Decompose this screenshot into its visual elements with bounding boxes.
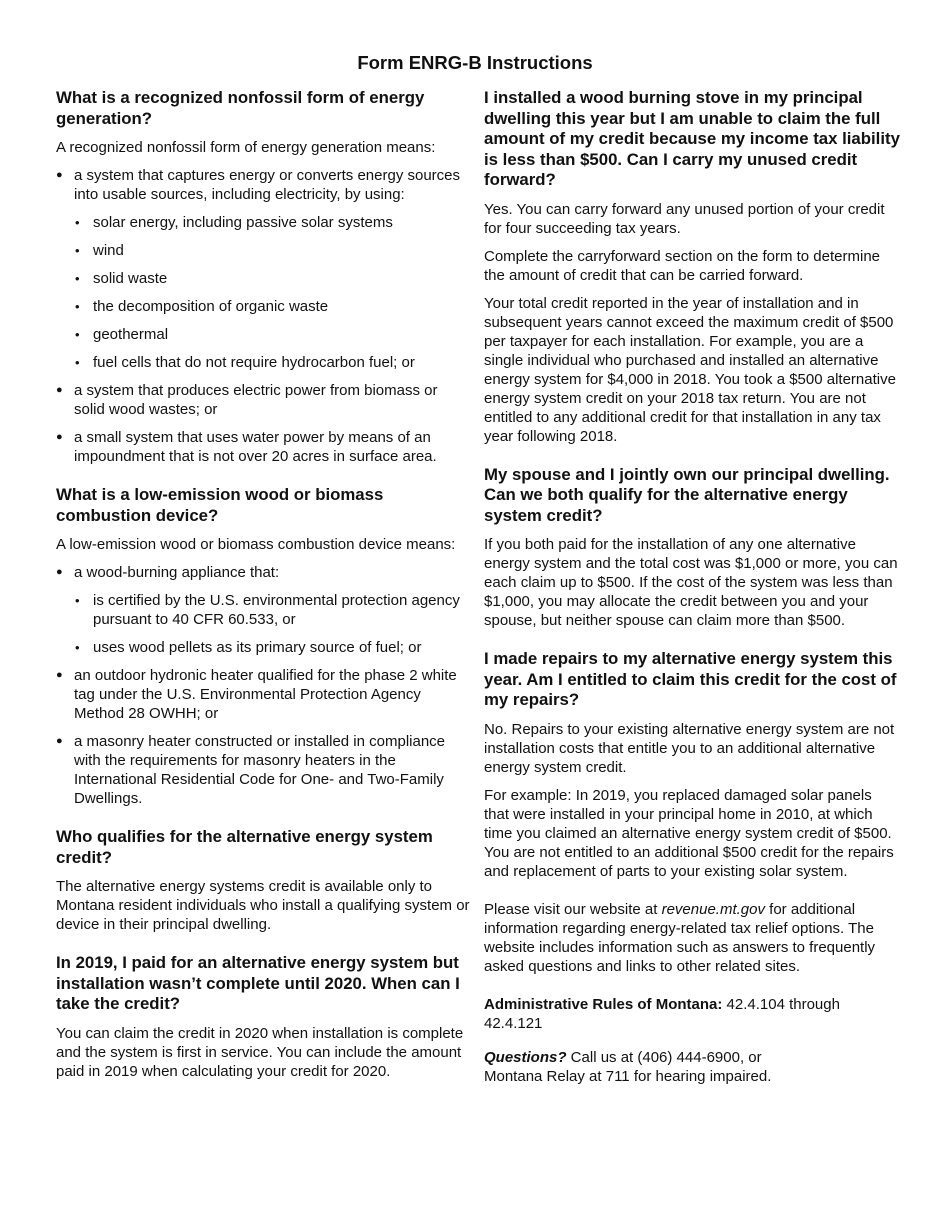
section-low-emission-device <box>56 485 470 808</box>
section-heading: Who qualifies for the alternative energy system credit? <box>56 827 433 867</box>
bullet-list <box>56 166 470 466</box>
section-intro: A low-emission wood or biomass combustion device means: <box>56 536 456 553</box>
section-heading: What is a low-emission wood or biomass combustion device? <box>56 485 384 525</box>
section-paragraph: You can claim the credit in 2020 when installation is complete and the system is first in service. You can include the amount paid in 2019 when calculating your credit for 2020. <box>56 1024 464 1080</box>
section-paragraph: No. Repairs to your existing alternative energy system are not installation costs that entitle you to an additional alternative energy system credit. <box>484 720 895 776</box>
section-paragraph: Yes. You can carry forward any unused portion of your credit for four succeeding tax years. <box>484 200 885 237</box>
admin-rules-label: Administrative Rules of Montana: <box>484 995 723 1013</box>
page-title: Form ENRG-B Instructions <box>357 52 593 73</box>
right-column <box>484 88 900 1095</box>
section-joint-owners <box>484 465 900 631</box>
section-paragraph: Complete the carryforward section on the form to determine the amount of credit that can be carried forward. <box>484 247 881 284</box>
list-item: ● a small system that uses water power by means of an impoundment that is not over 20 acres in surface area. <box>56 428 470 466</box>
sub-list-item: • geothermal <box>74 325 470 344</box>
sub-list-item: • uses wood pellets as its primary source of fuel; or <box>74 638 470 657</box>
questions-label: Questions? <box>484 1048 567 1066</box>
section-paragraph: For example: In 2019, you replaced damaged solar panels that were installed in your principal home in 2010, at which time you claimed an alternative energy system credit of $500. You are not entitled to an additional $500 credit for the repairs and replacement of parts to your existing solar system. <box>484 786 894 880</box>
section-heading: In 2019, I paid for an alternative energy system but installation wasn’t complete until 2020. When can I take the credit? <box>56 953 460 1013</box>
section-heading: What is a recognized nonfossil form of energy generation? <box>56 88 425 128</box>
section-repairs <box>484 649 900 881</box>
section-heading: My spouse and I jointly own our principal dwelling. Can we both qualify for the alternative energy system credit? <box>484 464 890 525</box>
sub-list-item: • solar energy, including passive solar systems <box>74 213 470 232</box>
sub-list-item: • wind <box>74 241 470 260</box>
left-column <box>56 88 470 1100</box>
section-heading: I made repairs to my alternative energy system this year. Am I entitled to claim this credit for the cost of my repairs? <box>484 649 897 709</box>
sub-list <box>74 213 470 372</box>
section-heading: I installed a wood burning stove in my principal dwelling this year but I am unable to claim the full amount of my credit because my income tax liability is less than $500. Can I carry my unused credit forward? <box>484 88 900 189</box>
sub-list-item: • solid waste <box>74 269 470 288</box>
sub-list-item: • the decomposition of organic waste <box>74 297 470 316</box>
website-paragraph: Please visit our website at revenue.mt.gov for additional information regarding energy-related tax relief options. The website includes information such as answers to frequently asked questions and links to other related sites. <box>484 900 876 975</box>
section-installation-timing <box>56 953 470 1081</box>
section-carryforward <box>484 88 900 446</box>
section-nonfossil-energy <box>56 88 470 466</box>
admin-rules: Administrative Rules of Montana: 42.4.104 through 42.4.121 <box>484 995 840 1032</box>
list-item: ● a wood-burning appliance that: • is certified by the U.S. environmental protection agency pursuant to 40 CFR 60.533, or • uses wood pellets as its primary source of fuel; or <box>56 563 470 657</box>
list-item: ● a system that produces electric power from biomass or solid wood wastes; or <box>56 381 470 419</box>
section-paragraph: Your total credit reported in the year of installation and in subsequent years cannot exceed the maximum credit of $500 per taxpayer for each installation. For example, you are a single individual who purchased and installed an alternative energy system for $4,000 in 2018. You took a $500 alternative energy system credit on your 2018 tax return. You are not entitled to any additional credit for that installation in any tax year following 2018. <box>484 294 896 445</box>
bullet-list <box>56 563 470 808</box>
website-link[interactable]: revenue.mt.gov <box>661 900 765 918</box>
sub-list-item: • is certified by the U.S. environmental protection agency pursuant to 40 CFR 60.533, or <box>74 591 470 629</box>
list-item: ● an outdoor hydronic heater qualified for the phase 2 white tag under the U.S. Environmental Protection Agency Method 28 OWHH; or <box>56 666 470 723</box>
list-item: ● a system that captures energy or converts energy sources into usable sources, including electricity, by using: • solar energy, including passive solar systems • wind • solid waste • the decomposition of organic waste • geothermal • fuel cells that do not require hydrocarbon fuel; or <box>56 166 470 372</box>
section-paragraph: If you both paid for the installation of any one alternative energy system and the total cost was $1,000 or more, you can each claim up to $500. If the cost of the system was less than $1,000, you may allocate the credit between you and your spouse, but neither spouse can claim more than $500. <box>484 536 898 629</box>
questions-contact: Questions? Call us at (406) 444-6900, or Montana Relay at 711 for hearing impaired. <box>484 1048 772 1085</box>
section-intro: A recognized nonfossil form of energy generation means: <box>56 139 436 156</box>
section-who-qualifies <box>56 827 470 934</box>
section-paragraph: The alternative energy systems credit is available only to Montana resident individuals who install a qualifying system or device in their principal dwelling. <box>56 878 470 933</box>
list-item: ● a masonry heater constructed or installed in compliance with the requirements for masonry heaters in the International Residential Code for One- and Two-Family Dwellings. <box>56 732 470 808</box>
sub-list-item: • fuel cells that do not require hydrocarbon fuel; or <box>74 353 470 372</box>
sub-list <box>74 591 470 657</box>
